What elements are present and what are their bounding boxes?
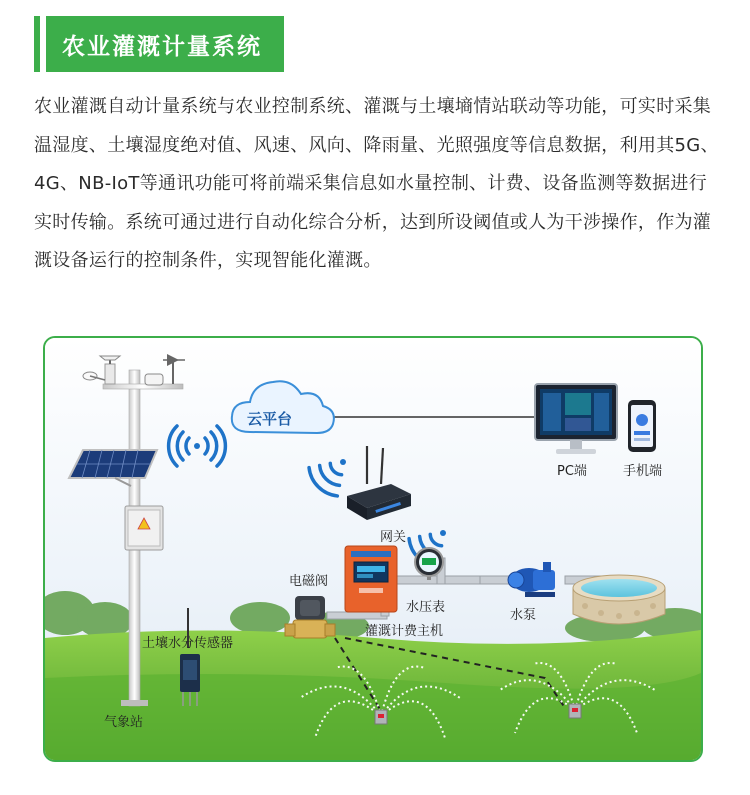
label-solenoid-valve: 电磁阀: [289, 574, 329, 589]
label-gateway: 网关: [380, 530, 407, 545]
label-phone: 手机端: [623, 464, 663, 479]
label-weather-station: 气象站: [104, 715, 144, 730]
irrigation-host-graphic: [345, 546, 397, 612]
diagram-graphic: [45, 338, 701, 760]
label-pressure-gauge: 水压表: [406, 600, 446, 615]
label-cloud-platform: 云平台: [247, 410, 293, 428]
title-accent-bar: [34, 16, 40, 72]
label-pc: PC端: [557, 464, 587, 479]
label-soil-sensor: 土壤水分传感器: [142, 636, 234, 651]
page-title: 农业灌溉计量系统: [46, 16, 284, 72]
section-header: [34, 16, 284, 72]
label-water-pump: 水泵: [510, 608, 537, 623]
label-irrigation-host: 灌溉计费主机: [365, 624, 444, 639]
system-diagram: [43, 336, 703, 762]
intro-paragraph: 农业灌溉自动计量系统与农业控制系统、灌溉与土壤墒情站联动等功能，可实时采集温湿度、土壤湿度绝对值、风速、风向、降雨量、光照强度等信息数据，利用其5G、4G、NB-IoT等通讯功能可将前端采集信息如水量控制、计费、设备监测等数据进行实时传输。系统可通过进行自动化综合分析，达到所设阈值或人为干涉操作，作为灌溉设备运行的控制条件，实现智能化灌溉。: [34, 96, 719, 271]
water-tank-graphic: [573, 575, 665, 624]
phone-icon: [628, 400, 656, 452]
